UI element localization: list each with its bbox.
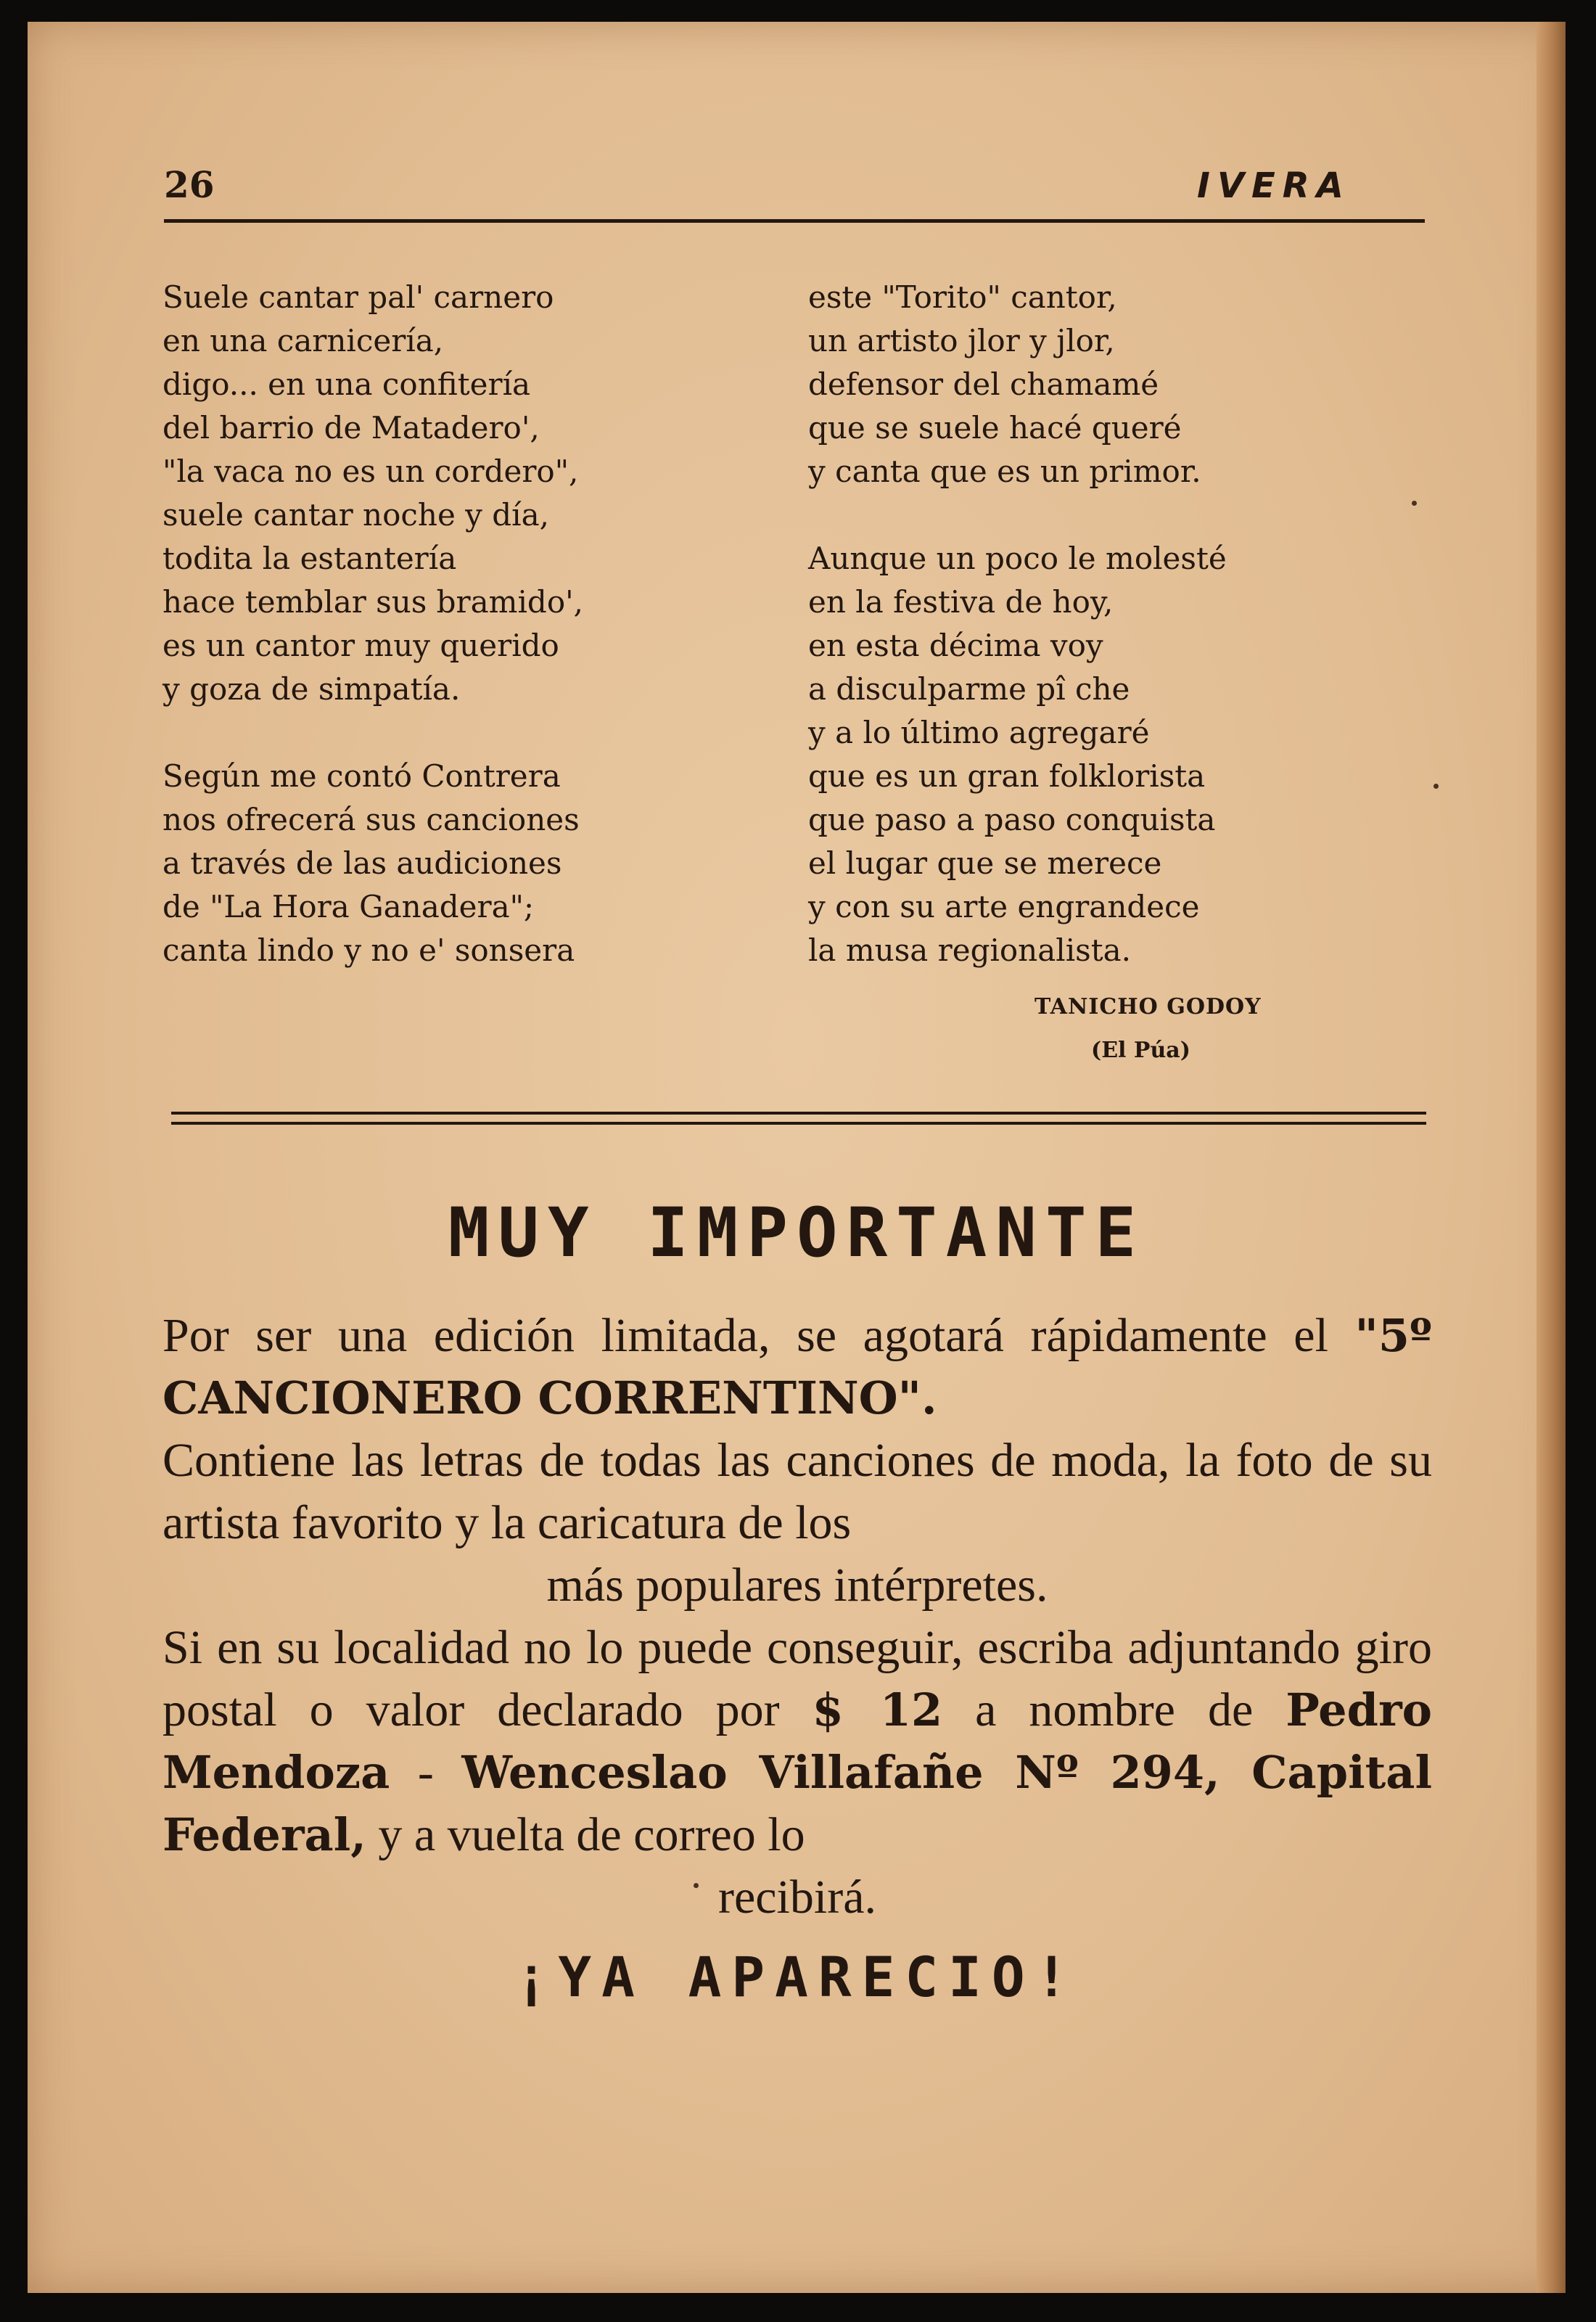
advert-book-title: "5º CANCIONERO CORRENTINO". bbox=[163, 1309, 1432, 1424]
page-number: 26 bbox=[164, 163, 215, 206]
poem-stanza bbox=[808, 537, 1227, 972]
poem-stanza bbox=[163, 755, 583, 972]
poem-line: en una carnicería, bbox=[163, 323, 444, 358]
poem-line: todita la estantería bbox=[163, 541, 457, 576]
poem-line: este "Torito" cantor, bbox=[808, 279, 1117, 315]
poem-line: un artisto jlor y jlor, bbox=[808, 323, 1115, 358]
poem-line: y goza de simpatía. bbox=[163, 671, 461, 707]
section-divider-rule bbox=[171, 1112, 1426, 1115]
poem-author-alias: (El Púa) bbox=[1091, 1038, 1190, 1063]
advert-text: - bbox=[390, 1746, 462, 1799]
paper-speck bbox=[1412, 501, 1417, 506]
advert-contact-name: Pedro Mendoza bbox=[163, 1683, 1432, 1799]
poem-stanza bbox=[808, 276, 1227, 493]
poem-line: y con su arte engrandece bbox=[808, 889, 1200, 924]
poem-line: defensor del chamamé bbox=[808, 366, 1159, 402]
paper-speck bbox=[1433, 784, 1439, 789]
poem-line: es un cantor muy querido bbox=[163, 628, 559, 663]
poem-author: TANICHO GODOY bbox=[1034, 994, 1262, 1020]
poem-line: y canta que es un primor. bbox=[808, 454, 1201, 489]
advert-paragraph bbox=[163, 1429, 1432, 1554]
paper-speck bbox=[694, 1883, 699, 1888]
advert-address: Wenceslao Villafañe Nº 294, Capital Federal, bbox=[163, 1746, 1432, 1861]
poem-line: que es un gran folklorista bbox=[808, 758, 1206, 794]
poem-line: digo... en una confitería bbox=[163, 366, 531, 402]
section-divider-rule bbox=[171, 1122, 1426, 1125]
poem-stanza bbox=[163, 276, 583, 711]
advert-heading: MUY IMPORTANTE bbox=[448, 1194, 1145, 1273]
poem-line: a disculparme pî che bbox=[808, 671, 1130, 707]
advert-text: Contiene las letras de todas las canciones de moda, la foto de su artista favorito y la caricatura de los bbox=[163, 1434, 1432, 1549]
poem-line: que se suele hacé queré bbox=[808, 410, 1182, 446]
poem-line: "la vaca no es un cordero", bbox=[163, 454, 579, 489]
advert-body bbox=[163, 1305, 1432, 1929]
running-title: IVERA bbox=[1197, 165, 1351, 206]
poem-line: y a lo último agregaré bbox=[808, 715, 1150, 750]
poem-line: del barrio de Matadero', bbox=[163, 410, 540, 446]
book-page bbox=[28, 22, 1566, 2293]
poem-left-column bbox=[163, 276, 583, 1016]
poem-line: que paso a paso conquista bbox=[808, 802, 1216, 837]
poem-line: Según me contó Contrera bbox=[163, 758, 561, 794]
poem-right-column bbox=[808, 276, 1227, 1016]
header-rule bbox=[164, 219, 1425, 223]
advert-closing: ¡YA APARECIO! bbox=[514, 1945, 1079, 2009]
poem-line: en esta décima voy bbox=[808, 628, 1103, 663]
poem-line: el lugar que se merece bbox=[808, 845, 1162, 881]
advert-paragraph-end: más populares intérpretes. bbox=[546, 1559, 1048, 1612]
advert-text: y a vuelta de correo lo bbox=[366, 1808, 805, 1861]
poem-line: Aunque un poco le molesté bbox=[808, 541, 1227, 576]
poem-line: canta lindo y no e' sonsera bbox=[163, 932, 575, 968]
poem-line: de "La Hora Ganadera"; bbox=[163, 889, 535, 924]
advert-paragraph bbox=[163, 1617, 1432, 1866]
poem-line: en la festiva de hoy, bbox=[808, 584, 1114, 620]
poem-line: nos ofrecerá sus canciones bbox=[163, 802, 580, 837]
poem-line: Suele cantar pal' carnero bbox=[163, 279, 554, 315]
advert-text: Por ser una edición limitada, se agotará rápidamente el bbox=[163, 1309, 1355, 1362]
poem-line: la musa regionalista. bbox=[808, 932, 1131, 968]
advert-price: $ 12 bbox=[812, 1683, 943, 1736]
poem-line: suele cantar noche y día, bbox=[163, 497, 549, 533]
advert-paragraph bbox=[163, 1305, 1432, 1429]
poem-line: a través de las audiciones bbox=[163, 845, 562, 881]
poem-line: hace temblar sus bramido', bbox=[163, 584, 584, 620]
advert-text: Si en su localidad no lo puede conseguir, escriba adjuntando giro postal o valor declarado por bbox=[163, 1621, 1432, 1736]
advert-paragraph-end: recibirá. bbox=[717, 1871, 876, 1924]
advert-text: a nombre de bbox=[942, 1683, 1286, 1736]
